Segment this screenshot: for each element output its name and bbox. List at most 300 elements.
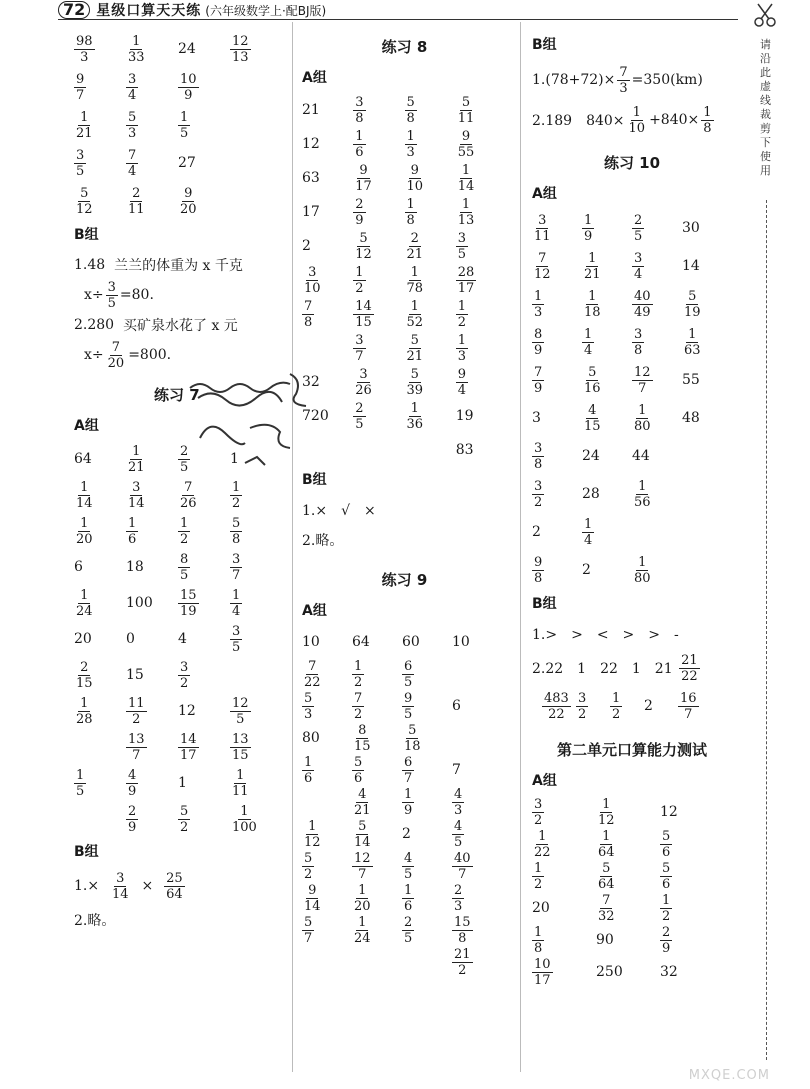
fraction: $\frac{1}{3}$ xyxy=(406,128,415,160)
answer-row xyxy=(302,818,507,850)
answer-cell xyxy=(402,851,452,882)
fraction: $\frac{5}{39}$ xyxy=(406,366,424,398)
answer-row xyxy=(302,195,507,229)
answer-row xyxy=(74,106,284,144)
answer-cell xyxy=(532,957,596,988)
answer-cell: 2 xyxy=(532,524,541,540)
answer-cell xyxy=(405,401,456,432)
fraction: $\frac{5}{64}$ xyxy=(598,860,615,892)
answer-cell xyxy=(352,691,402,722)
answer-row xyxy=(532,475,732,513)
answer-cell xyxy=(596,861,660,892)
answer-cell: 27 xyxy=(178,155,196,171)
section-title: 练习 8 xyxy=(381,38,428,56)
fraction: $\frac{2}{9}$ xyxy=(662,924,671,956)
group-label: B组 xyxy=(532,37,557,53)
fraction: $\frac{7}{4}$ xyxy=(128,147,137,179)
answer-cell xyxy=(74,696,126,727)
answer-cell xyxy=(542,691,576,722)
answer-cell xyxy=(582,403,632,434)
answer-line: 1.(78+72)× $\frac{7}{3}$ =350(km) xyxy=(532,64,703,96)
answer-line: 1.× $\frac{3}{14}$ × $\frac{25}{64}$ xyxy=(74,870,183,902)
answer-grid xyxy=(74,30,284,220)
answer-cell xyxy=(352,915,402,946)
answer-cell xyxy=(632,251,682,282)
answer-cell xyxy=(456,367,507,398)
group-label: A组 xyxy=(302,70,327,86)
answer-cell xyxy=(452,947,502,978)
answer-cell: 20 xyxy=(74,631,92,647)
fraction: $\frac{3}{8}$ xyxy=(634,326,643,358)
fraction: $\frac{1}{56}$ xyxy=(634,478,651,510)
answer-row xyxy=(532,796,732,828)
fraction: $\frac{5}{12}$ xyxy=(76,185,93,217)
fraction: $\frac{8}{9}$ xyxy=(534,326,543,358)
answer-cell xyxy=(405,129,456,160)
fraction: $\frac{10}{9}$ xyxy=(180,71,197,103)
answer-row xyxy=(302,882,507,914)
fraction: $\frac{1}{2}$ xyxy=(354,658,363,690)
fraction: $\frac{5}{6}$ xyxy=(354,754,363,786)
answer-cell xyxy=(456,265,507,296)
answer-row xyxy=(302,229,507,263)
fraction: $\frac{5}{2}$ xyxy=(180,803,189,835)
fraction: $\frac{4}{15}$ xyxy=(584,402,601,434)
series-subtitle: (六年级数学上·配BJ版) xyxy=(205,3,327,18)
answer-cell xyxy=(632,555,682,586)
fraction: $\frac{1}{4}$ xyxy=(584,326,593,358)
answer-row xyxy=(302,433,507,467)
answer-cell xyxy=(352,851,402,882)
answer-cell xyxy=(126,34,178,65)
answer-row xyxy=(532,285,732,323)
scissors-icon xyxy=(752,2,778,28)
fraction: $\frac{2}{3}$ xyxy=(454,882,463,914)
answer-cell xyxy=(352,883,402,914)
fraction: $\frac{1}{2}$ xyxy=(534,860,543,892)
answer-cell: 24 xyxy=(582,448,600,464)
answer-cell xyxy=(74,148,126,179)
answer-cell: 21 xyxy=(302,102,320,118)
answer-cell xyxy=(126,516,178,547)
answer-cell xyxy=(402,691,452,722)
answer-cell xyxy=(532,479,582,510)
answer-row xyxy=(302,722,507,754)
answer-row xyxy=(532,247,732,285)
answer-grid xyxy=(302,626,507,978)
answer-cell xyxy=(302,755,352,786)
fraction: $\frac{2}{5}$ xyxy=(355,400,364,432)
fraction: $\frac{15}{19}$ xyxy=(180,587,197,619)
answer-cell xyxy=(178,110,230,141)
answer-grid xyxy=(74,441,284,837)
left-column xyxy=(74,30,284,935)
answer-cell xyxy=(74,72,126,103)
answer-cell xyxy=(352,723,402,754)
fraction: $\frac{1}{52}$ xyxy=(406,298,424,330)
fraction: $\frac{1}{21}$ xyxy=(584,250,601,282)
answer-cell xyxy=(302,883,352,914)
fraction: $\frac{14}{17}$ xyxy=(180,731,197,763)
fraction: $\frac{1}{6}$ xyxy=(304,754,313,786)
fraction: $\frac{5}{8}$ xyxy=(406,94,415,126)
answer-cell xyxy=(230,480,282,511)
fraction: $\frac{1}{36}$ xyxy=(406,400,424,432)
answer-cell: 6 xyxy=(74,559,83,575)
answer-cell xyxy=(660,861,724,892)
answer-row xyxy=(302,946,507,978)
fraction: $\frac{1}{11}$ xyxy=(232,767,249,799)
fraction: $\frac{3}{5}$ xyxy=(232,623,241,655)
fraction: $\frac{9}{8}$ xyxy=(534,554,543,586)
fraction: $\frac{5}{6}$ xyxy=(662,860,671,892)
answer-row xyxy=(302,93,507,127)
answer-cell: 28 xyxy=(582,486,600,502)
fraction: $\frac{13}{7}$ xyxy=(128,731,145,763)
answer-cell xyxy=(74,34,126,65)
answer-line: 1.> > < > > - xyxy=(532,627,679,643)
fraction: $\frac{1}{2}$ xyxy=(232,479,241,511)
fraction: $\frac{8}{15}$ xyxy=(354,722,371,754)
fraction: $\frac{8}{5}$ xyxy=(180,551,189,583)
equation-line: x÷ $\frac{3}{5}$ =80. xyxy=(84,279,154,311)
answer-cell: 20 xyxy=(532,900,550,916)
right-column xyxy=(532,30,732,988)
answer-cell xyxy=(532,829,596,860)
answer-row xyxy=(302,297,507,331)
answer-cell: 32 xyxy=(302,374,320,390)
answer-row xyxy=(302,850,507,882)
answer-cell xyxy=(678,691,712,722)
answer-row xyxy=(74,621,284,657)
answer-row xyxy=(302,626,507,658)
fraction: $\frac{1}{20}$ xyxy=(354,882,371,914)
answer-cell xyxy=(532,797,596,828)
fraction: $\frac{1}{21}$ xyxy=(128,443,145,475)
answer-cell xyxy=(532,251,582,282)
answer-row xyxy=(74,657,284,693)
fraction: $\frac{1}{12}$ xyxy=(598,796,615,828)
answer-cell xyxy=(230,516,282,547)
fraction: $\frac{7}{26}$ xyxy=(180,479,197,511)
answer-row xyxy=(532,828,732,860)
answer-cell xyxy=(632,403,682,434)
answer-cell xyxy=(456,231,507,262)
group-label: B组 xyxy=(532,596,557,612)
answer-row xyxy=(302,331,507,365)
answer-cell xyxy=(576,691,610,722)
fraction: $\frac{3}{4}$ xyxy=(634,250,643,282)
fraction: $\frac{12}{5}$ xyxy=(232,695,249,727)
fraction: $\frac{1}{2}$ xyxy=(180,515,189,547)
fraction: $\frac{1}{63}$ xyxy=(684,326,701,358)
answer-cell: 44 xyxy=(632,448,650,464)
fraction: $\frac{1}{8}$ xyxy=(534,924,543,956)
answer-cell xyxy=(352,819,402,850)
answer-cell: 100 xyxy=(126,595,153,611)
equation-line: x÷ $\frac{7}{20}$ =800. xyxy=(84,339,172,371)
answer-cell xyxy=(682,289,732,320)
fraction: $\frac{5}{19}$ xyxy=(684,288,701,320)
answer-cell xyxy=(660,893,724,924)
fraction: $\frac{5}{8}$ xyxy=(232,515,241,547)
fraction: $\frac{2}{5}$ xyxy=(634,212,643,244)
fraction: $\frac{2}{5}$ xyxy=(180,443,189,475)
fraction: $\frac{3}{2}$ xyxy=(534,796,543,828)
answer-row xyxy=(74,549,284,585)
answer-cell xyxy=(302,851,352,882)
answer-cell xyxy=(74,110,126,141)
fraction: $\frac{16}{7}$ xyxy=(680,690,697,722)
answer-cell: 64 xyxy=(74,451,92,467)
fraction: $\frac{9}{14}$ xyxy=(304,882,321,914)
answer-cell: 720 xyxy=(302,408,329,424)
fraction: $\frac{3}{2}$ xyxy=(180,659,189,691)
header-rule xyxy=(58,19,738,20)
answer-cell: 12 xyxy=(302,136,320,152)
answer-cell xyxy=(402,915,452,946)
answer-cell xyxy=(178,804,230,835)
answer-cell xyxy=(353,129,404,160)
answer-cell: 3 xyxy=(532,410,541,426)
answer-cell xyxy=(402,755,452,786)
answer-line: 2.280 买矿泉水花了 x 元 xyxy=(74,317,238,334)
answer-cell xyxy=(532,555,582,586)
answer-cell xyxy=(353,401,404,432)
answer-row xyxy=(532,892,732,924)
answer-cell: 1 xyxy=(178,775,187,791)
fraction: $\frac{3}{8}$ xyxy=(355,94,364,126)
answer-cell xyxy=(353,299,404,330)
answer-cell xyxy=(352,755,402,786)
answer-cell xyxy=(405,333,456,364)
fraction: $\frac{3}{5}$ xyxy=(76,147,85,179)
answer-cell xyxy=(405,231,456,262)
fraction: $\frac{5}{7}$ xyxy=(304,914,313,946)
fraction: $\frac{1}{6}$ xyxy=(355,128,364,160)
fraction: $\frac{1}{5}$ xyxy=(180,109,189,141)
fraction: $\frac{5}{3}$ xyxy=(304,690,313,722)
fraction: $\frac{1}{80}$ xyxy=(634,402,651,434)
answer-cell: 24 xyxy=(178,41,196,57)
answer-cell xyxy=(230,624,282,655)
fraction: $\frac{1}{9}$ xyxy=(584,212,593,244)
answer-line: 2.略。 xyxy=(74,913,116,929)
fraction: $\frac{1}{2}$ xyxy=(612,690,621,722)
answer-cell xyxy=(402,659,452,690)
group-label: B组 xyxy=(74,227,99,243)
fraction: $\frac{11}{2}$ xyxy=(128,695,145,727)
answer-cell xyxy=(74,516,126,547)
fraction: $\frac{5}{6}$ xyxy=(662,828,671,860)
fraction: $\frac{15}{8}$ xyxy=(454,914,471,946)
fraction: $\frac{1}{28}$ xyxy=(76,695,93,727)
answer-cell xyxy=(582,213,632,244)
answer-row xyxy=(74,144,284,182)
fraction: $\frac{5}{11}$ xyxy=(457,94,475,126)
answer-cell xyxy=(405,367,456,398)
answer-cell xyxy=(632,213,682,244)
answer-cell xyxy=(126,480,178,511)
answer-cell: 18 xyxy=(126,559,144,575)
fraction: $\frac{1}{2}$ xyxy=(355,264,364,296)
answer-cell xyxy=(126,696,178,727)
answer-row xyxy=(532,860,732,892)
cut-line xyxy=(766,200,767,1060)
fraction: $\frac{6}{5}$ xyxy=(404,658,413,690)
answer-cell xyxy=(74,588,126,619)
column-divider xyxy=(520,22,521,1072)
answer-line: 1.× √ × xyxy=(302,503,376,519)
answer-cell xyxy=(582,289,632,320)
answer-cell xyxy=(353,231,404,262)
fraction: $\frac{9}{7}$ xyxy=(76,71,85,103)
fraction: $\frac{5}{12}$ xyxy=(355,230,372,262)
answer-row xyxy=(74,729,284,765)
answer-row xyxy=(302,914,507,946)
fraction: $\frac{1}{8}$ xyxy=(406,196,415,228)
fraction: $\frac{21}{2}$ xyxy=(454,946,471,978)
answer-cell xyxy=(230,732,282,763)
answer-cell xyxy=(178,480,230,511)
answer-cell xyxy=(660,925,724,956)
fraction: $\frac{14}{15}$ xyxy=(355,298,372,330)
section-title: 练习 7 xyxy=(154,386,200,404)
fraction: $\frac{5}{21}$ xyxy=(406,332,424,364)
answer-cell xyxy=(682,327,732,358)
group-label: A组 xyxy=(532,773,557,789)
group-label: A组 xyxy=(532,186,557,202)
answer-row xyxy=(302,399,507,433)
answer-grid xyxy=(302,93,507,467)
answer-cell xyxy=(178,552,230,583)
answer-cell xyxy=(532,441,582,472)
answer-row xyxy=(532,551,732,589)
fraction: $\frac{3}{14}$ xyxy=(128,479,145,511)
answer-cell xyxy=(405,299,456,330)
answer-cell: 19 xyxy=(455,408,474,424)
middle-column xyxy=(302,30,507,978)
fraction: $\frac{3}{4}$ xyxy=(128,71,137,103)
answer-row xyxy=(532,323,732,361)
fraction: $\frac{1}{5}$ xyxy=(76,767,85,799)
cut-guide-text: 请沿此虚线裁剪下使用 xyxy=(760,38,771,177)
answer-cell xyxy=(452,787,502,818)
fraction: $\frac{1}{6}$ xyxy=(404,882,413,914)
answer-cell xyxy=(353,333,404,364)
answer-row xyxy=(302,263,507,297)
answer-cell xyxy=(405,163,456,194)
answer-cell: 32 xyxy=(660,964,678,980)
fraction: $\frac{7}{32}$ xyxy=(598,892,615,924)
fraction: $\frac{12}{13}$ xyxy=(232,33,249,65)
fraction: $\frac{13}{15}$ xyxy=(232,731,249,763)
answer-row xyxy=(302,365,507,399)
section-title: 练习 10 xyxy=(603,154,661,172)
fraction: $\frac{1}{80}$ xyxy=(634,554,651,586)
answer-cell xyxy=(596,797,660,828)
answer-cell xyxy=(353,197,404,228)
fraction: $\frac{1}{14}$ xyxy=(457,162,475,194)
fraction: $\frac{483}{22}$ xyxy=(544,690,569,722)
answer-cell: 1 xyxy=(230,451,239,467)
answer-cell xyxy=(74,480,126,511)
group-label: B组 xyxy=(74,844,99,860)
answer-cell xyxy=(126,186,178,217)
fraction: $\frac{1}{2}$ xyxy=(457,298,467,330)
answer-cell xyxy=(230,552,282,583)
fraction: $\frac{2}{21}$ xyxy=(406,230,424,262)
answer-row xyxy=(74,585,284,621)
answer-cell xyxy=(302,299,353,330)
answer-row xyxy=(302,754,507,786)
answer-cell xyxy=(230,588,282,619)
answer-row xyxy=(532,437,732,475)
column-divider xyxy=(292,22,293,1072)
answer-cell xyxy=(632,365,682,396)
answer-cell: 0 xyxy=(126,631,135,647)
answer-row xyxy=(532,513,732,551)
answer-line: 2.22 1 22 1 21 $\frac{21}{22}$ xyxy=(532,652,698,684)
answer-cell xyxy=(353,95,404,126)
answer-cell xyxy=(582,327,632,358)
group-label: A组 xyxy=(302,603,327,619)
answer-cell xyxy=(178,186,230,217)
answer-cell: 2 xyxy=(302,238,311,254)
answer-cell xyxy=(532,327,582,358)
answer-cell xyxy=(178,660,230,691)
fraction: $\frac{1}{9}$ xyxy=(404,786,413,818)
fraction: $\frac{9}{4}$ xyxy=(457,366,467,398)
page-number: 72 xyxy=(58,1,90,19)
fraction: $\frac{1}{4}$ xyxy=(232,587,241,619)
answer-cell xyxy=(452,819,502,850)
answer-row xyxy=(302,161,507,195)
fraction: $\frac{1}{3}$ xyxy=(534,288,543,320)
answer-row xyxy=(302,690,507,722)
answer-grid xyxy=(532,796,732,988)
fraction: $\frac{40}{7}$ xyxy=(454,850,471,882)
answer-cell: 64 xyxy=(352,634,370,650)
answer-cell xyxy=(582,517,632,548)
fraction: $\frac{3}{2}$ xyxy=(578,690,587,722)
answer-cell: 80 xyxy=(302,730,320,746)
answer-cell xyxy=(456,95,507,126)
fraction: $\frac{7}{12}$ xyxy=(534,250,551,282)
answer-cell: 48 xyxy=(682,410,700,426)
answer-cell xyxy=(178,588,230,619)
answer-cell: 2 xyxy=(582,562,591,578)
fraction: $\frac{3}{7}$ xyxy=(355,332,364,364)
answer-cell xyxy=(632,289,682,320)
answer-cell xyxy=(452,851,502,882)
answer-cell xyxy=(452,883,502,914)
fraction: $\frac{3}{26}$ xyxy=(355,366,372,398)
answer-cell xyxy=(74,660,126,691)
fraction: $\frac{9}{17}$ xyxy=(355,162,372,194)
answer-cell xyxy=(402,883,452,914)
answer-row xyxy=(302,786,507,818)
answer-cell xyxy=(74,186,126,217)
fraction: $\frac{4}{5}$ xyxy=(454,818,463,850)
series-title: 星级口算天天练 xyxy=(96,3,202,19)
answer-cell xyxy=(302,659,352,690)
answer-cell xyxy=(596,893,660,924)
answer-grid xyxy=(532,209,732,589)
answer-cell xyxy=(405,265,456,296)
fraction: $\frac{28}{17}$ xyxy=(457,264,475,296)
answer-cell xyxy=(456,197,507,228)
